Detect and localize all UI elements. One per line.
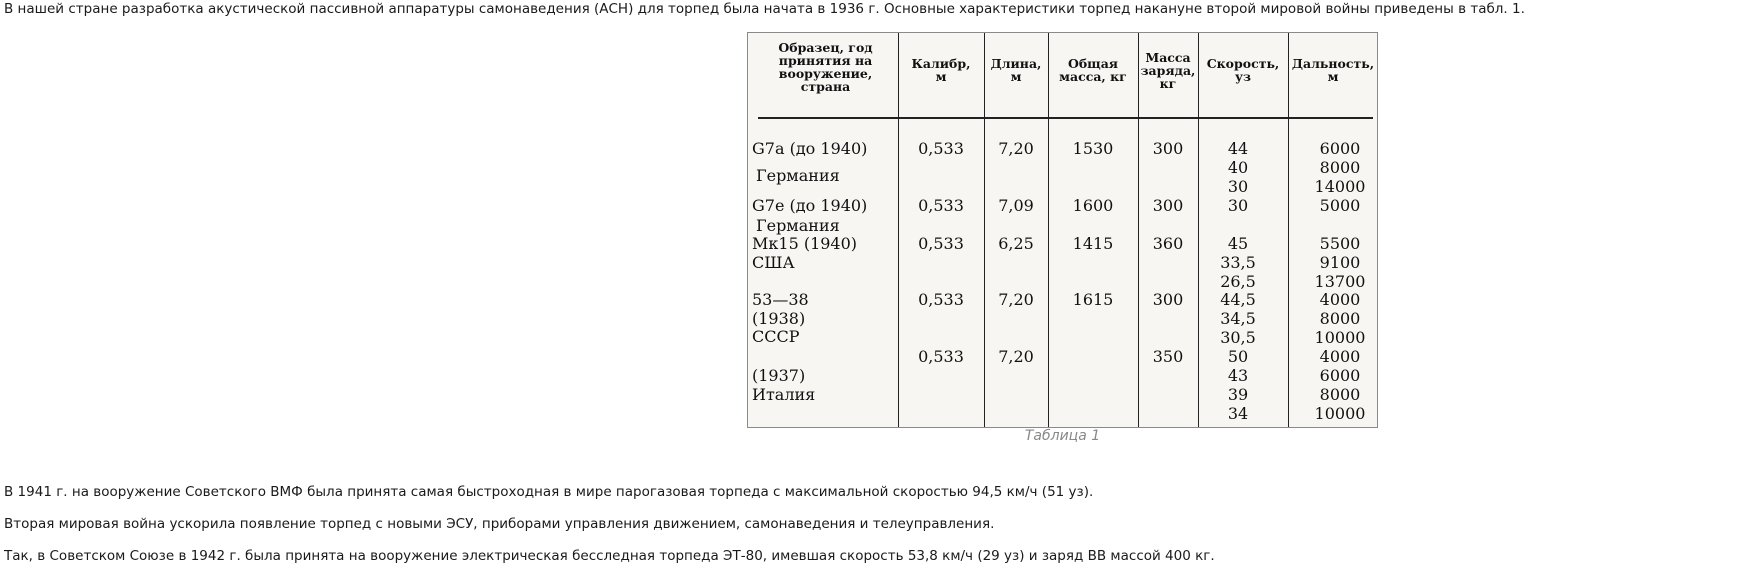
paragraph-3: Так, в Советском Союзе в 1942 г. была принята на вооружение электрическая бесследная торпеда ЭТ-80, имевшая скорость 53,8 км/ч (29 уз) и заряд ВВ массой 400 кг. [4,548,1215,564]
row-model: 53—38 [752,290,809,309]
cell-ranges: 4000 8000 10000 [1314,290,1366,347]
cell-mass: 1600 [1072,196,1114,215]
row-model: G7e (до 1940) [752,196,868,215]
column-divider [984,33,985,427]
header-charge: Масса заряда, кг [1140,50,1196,91]
cell-ranges: 5500 9100 13700 [1314,234,1366,291]
cell-length: 7,20 [998,290,1034,309]
cell-mass: 1415 [1072,234,1114,253]
row-country: Германия [756,166,840,185]
cell-speeds: 44,5 34,5 30,5 [1220,290,1256,347]
cell-charge: 300 [1152,139,1184,158]
header-model: Образец, год принятия на вооружение, страна [778,40,873,94]
cell-mass: 1615 [1072,290,1114,309]
header-range: Дальность, м [1291,56,1375,84]
cell-speeds: 50 43 39 34 [1227,347,1249,423]
row-country: Германия [756,216,840,235]
column-divider [1198,33,1199,427]
header-mass: Общая масса, кг [1059,56,1127,84]
cell-ranges: 5000 [1319,196,1361,215]
row-model-year: (1938) [752,309,806,328]
cell-caliber: 0,533 [918,234,964,253]
cell-ranges: 4000 6000 8000 10000 [1314,347,1366,423]
row-country: Италия [752,385,816,404]
cell-length: 6,25 [998,234,1034,253]
column-divider [1138,33,1139,427]
row-model: Мк15 (1940) [752,234,858,253]
cell-caliber: 0,533 [918,139,964,158]
column-divider [1288,33,1289,427]
cell-speeds: 44 40 30 [1227,139,1249,196]
header-speed: Скорость, уз [1206,56,1280,84]
column-divider [898,33,899,427]
cell-length: 7,20 [998,139,1034,158]
paragraph-1: В 1941 г. на вооружение Советского ВМФ была принята самая быстроходная в мире парогазовая торпеда с максимальной скоростью 94,5 км/ч (51 уз). [4,484,1094,500]
column-divider [1048,33,1049,427]
torpedo-table-image [747,32,1378,428]
cell-ranges: 6000 8000 14000 [1314,139,1366,196]
cell-speeds: 30 [1227,196,1249,215]
header-rule [758,117,1373,119]
header-length: Длина, м [990,56,1042,84]
cell-caliber: 0,533 [918,290,964,309]
intro-paragraph: В нашей стране разработка акустической пассивной аппаратуры самонаведения (АСН) для торпед была начата в 1936 г. Основные характеристики торпед накануне второй мировой войны приведены в табл. 1. [4,1,1525,17]
paragraph-2: Вторая мировая война ускорила появление торпед с новыми ЭСУ, приборами управления движением, самонаведения и телеуправления. [4,516,995,532]
cell-length: 7,09 [998,196,1034,215]
header-caliber: Калибр, м [911,56,971,84]
table-caption: Таблица 1 [1024,428,1101,444]
cell-charge: 360 [1152,234,1184,253]
row-country: СССР [752,327,800,346]
cell-charge: 300 [1152,290,1184,309]
cell-mass: 1530 [1072,139,1114,158]
cell-charge: 300 [1152,196,1184,215]
cell-speeds: 45 33,5 26,5 [1220,234,1256,291]
cell-length: 7,20 [998,347,1034,366]
cell-caliber: 0,533 [918,347,964,366]
row-model: (1937) [752,366,806,385]
cell-charge: 350 [1152,347,1184,366]
cell-caliber: 0,533 [918,196,964,215]
row-model: G7a (до 1940) [752,139,868,158]
row-country: США [752,253,795,272]
